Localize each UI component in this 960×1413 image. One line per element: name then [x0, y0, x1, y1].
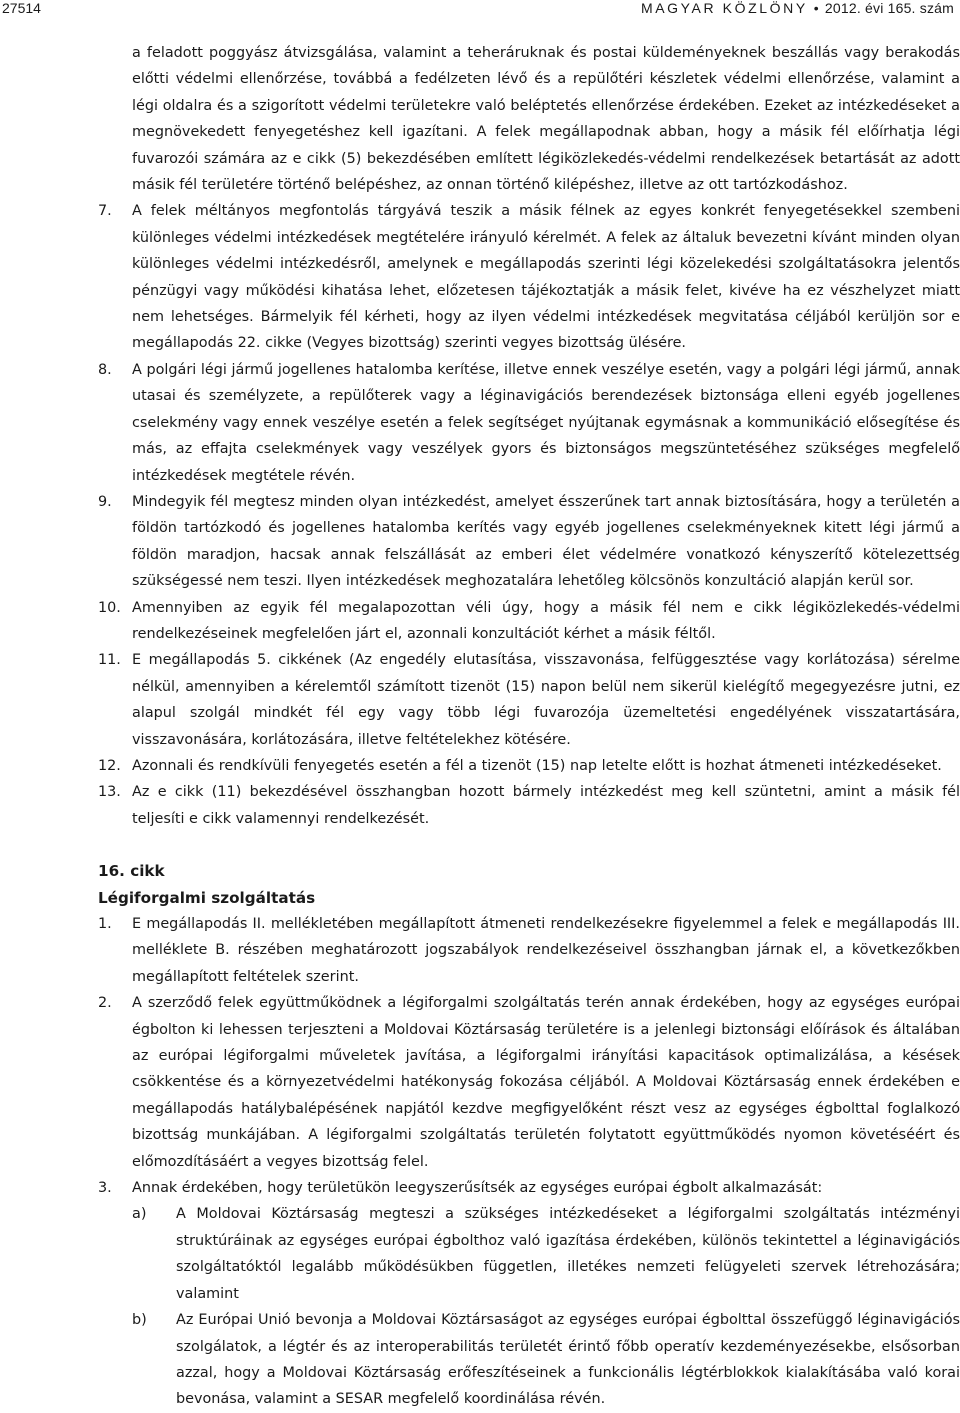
list-item-12: [98, 753, 960, 779]
page-header: [0, 0, 960, 20]
subitem-text: A Moldovai Köztársaság megteszi a szükséges intézkedéseket a légiforgalmi szolgáltatás intézményi struktúráinak az egységes európai égbolthoz való igazítása érdekében, különös tekintettel a léginavigációs szolgáltatóktól legalább működésükben független, illetékes nemzeti felügyeleti szervek létrehozására; valamint: [176, 1206, 960, 1302]
list-item-13: [98, 779, 960, 832]
item-text: E megállapodás 5. cikkének (Az engedély elutasítása, visszavonása, felfüggesztése vagy korlátozása) sérelme nélkül, amennyiben a kérelemtől számított tizenöt (15) napon belül nem sikerül kielégítő megegyezésre jutni, ez alapul szolgál mindkét fél egy vagy több légi fuvarozója üzemeltetési engedélyének visszatartására, visszavonására, korlátozására, illetve feltételekhez kötésére.: [132, 652, 960, 748]
list-item-7: [98, 198, 960, 356]
item-number: 11.: [98, 652, 121, 669]
subitem-text: Az Európai Unió bevonja a Moldovai Köztársaságot az egységes európai égbolttal összefüggő léginavigációs szolgálatok, a légtér és az interoperabilitás területét érintő főbb operatív kezdeményezésekbe, elsősorban azzal, hogy a Moldovai Köztársaság erőfeszítéseinek a funkcionális légtérblokkok kialakításába való korai bevonása, valamint a SESAR megfelelő koordinálása révén.: [176, 1312, 960, 1408]
subitem-a: [132, 1201, 960, 1307]
separator-bullet: •: [813, 0, 819, 16]
subitem-letter: b): [132, 1312, 147, 1329]
issue-label: 2012. évi 165. szám: [824, 0, 954, 16]
item-text: Amennyiben az egyik fél megalapozottan véli úgy, hogy a másik fél nem e cikk légiközlekedés-védelmi rendelkezéseinek megfelelően járt el, azonnali konzultációt kérhet a másik féltől.: [132, 599, 960, 642]
continued-paragraph: a feladott poggyász átvizsgálása, valamint a teheráruknak és postai küldeményeknek beszállás vagy berakodás előtti védelmi ellenőrzése, továbbá a fedélzeten lévő és a repülőtéri készletek védelmi ellenőrzése, valamint a légi oldalra és a szigorított védelmi területekre való beléptetés ellenőrzése érdekében. Ezeket az intézkedéseket a megnövekedett fenyegetéshez kell igazítani. A felek megállapodnak abban, hogy a másik fél előírhatja légi fuvarozói számára az e cikk (5) bekezdésében említett légiközlekedés-védelmi rendelkezések betartását az adott másik fél területére történő belépéshez, az onnan történő kilépéshez, illetve az ott tartózkodáshoz.: [132, 45, 960, 194]
subitem-b: [132, 1307, 960, 1413]
item-text: Az e cikk (11) bekezdésével összhangban hozott bármely intézkedést meg kell szüntetni, amint a másik fél teljesíti e cikk valamennyi rendelkezését.: [132, 784, 960, 827]
item-number: 10.: [98, 599, 121, 616]
item-number: 1.: [98, 916, 112, 932]
item-text: Annak érdekében, hogy területükön leegyszerűsítsék az egységes európai égbolt alkalmazását:: [132, 1180, 823, 1197]
section-title: Légiforgalmi szolgáltatás: [98, 888, 316, 907]
item-number: 7.: [98, 203, 112, 220]
item-number: 2.: [98, 995, 112, 1012]
subitem-list: [98, 1201, 960, 1412]
item-text: Mindegyik fél megtesz minden olyan intézkedést, amelyet ésszerűnek tart annak biztosítására, hogy a területén a földön tartózkodó és jogellenes hatalomba kerítés vagy egyéb jogellenes cselekményeknek kitett légi jármű a földön maradjon, hacsak annak felszállását az emberi élet védelmére vonatkozó kényszerítő kötelezettség szükségessé nem teszi. Ilyen intézkedések meghozatalára lehetőleg kölcsönös konzultáció alapján kerül sor.: [132, 493, 960, 590]
item-number: 9.: [98, 493, 112, 510]
item-text: A felek méltányos megfontolás tárgyává teszik a másik félnek az egyes konkrét fenyegetésekkel szembeni különleges védelmi intézkedések megtételére irányuló kérelmét. A felek az általuk bevezetni kívánt minden olyan különleges védelmi intézkedésről, amelynek e megállapodás szerinti légi közelekedési szolgáltatásokra jelentős pénzügyi vagy működési kihatása lehet, előzetesen tájékoztatják a másik felet, kivéve ha ez vészhelyzet miatt nem lehetséges. Bármelyik fél kérheti, hogy az ilyen védelmi intézkedések megvitatása céljából kerüljön sor e megállapodás 22. cikke (Vegyes bizottság) szerinti vegyes bizottság ülésére.: [132, 203, 960, 352]
list-item-10: [98, 595, 960, 648]
section-item-1: [98, 911, 960, 990]
item-text: A szerződő felek együttműködnek a légiforgalmi szolgáltatás terén annak érdekében, hogy az egységes európai égbolton ki lehessen terjeszteni a Moldovai Köztársaság területére is a jelenlegi biztonsági előírások és általában az európai légiforgalmi műveletek javítása, a légiforgalmi irányítási kapacitások optimalizálása, a késések csökkentése és a környezetvédelmi hatékonyság fokozása céljából. A Moldovai Köztársaság ennek érdekében e megállapodás hatálybalépésének napjától kezdve megfigyelőként részt vesz az egységes égbolttal foglalkozó bizottság munkájában. A légiforgalmi szolgáltatás területén folytatott együttműködés nyomon követéséért és előmozdításáért a vegyes bizottság felel.: [132, 995, 960, 1170]
subitem-letter: a): [132, 1206, 147, 1223]
section-number: 16. cikk: [98, 862, 165, 881]
section-item-3: [98, 1175, 960, 1201]
running-header: [641, 0, 954, 16]
list-item-9: [98, 489, 960, 595]
publication-name: MAGYAR KÖZLÖNY: [640, 0, 808, 16]
item-text: A polgári légi jármű jogellenes hatalomba kerítése, illetve ennek veszélye esetén, vagy a polgári légi jármű, annak utasai és személyzete, a repülőterek vagy a léginavigációs berendezések biztonsága elleni egyéb jogellenes cselekmény vagy ennek veszélye esetén a felek segítséget nyújtanak egymásnak a kommunikáció elősegítése és más, az effajta cselekmények vagy veszélyek gyors és biztonságos megszüntetéséhez szükséges megfelelő intézkedések megtétele révén.: [132, 361, 960, 484]
item-number: 3.: [98, 1180, 112, 1197]
section-item-2: [98, 990, 960, 1175]
item-number: 8.: [98, 361, 112, 378]
page-number: 27514: [2, 0, 41, 16]
list-item-8: [98, 357, 960, 489]
document-body: [98, 40, 960, 1413]
list-item-11: [98, 647, 960, 753]
item-text: E megállapodás II. mellékletében megállapított átmeneti rendelkezésekre figyelemmel a felek e megállapodás III. melléklete B. részében meghatározott jogszabályok rendelkezéseivel összhangban járnak el, a következőkben megállapított feltételek szerint.: [132, 916, 960, 985]
item-number: 12.: [98, 757, 121, 774]
item-number: 13.: [98, 784, 121, 801]
item-text: Azonnali és rendkívüli fenyegetés esetén a fél a tizenöt (15) nap letelte előtt is hozhat átmeneti intézkedéseket.: [132, 757, 942, 774]
section-spacer: [98, 832, 960, 858]
